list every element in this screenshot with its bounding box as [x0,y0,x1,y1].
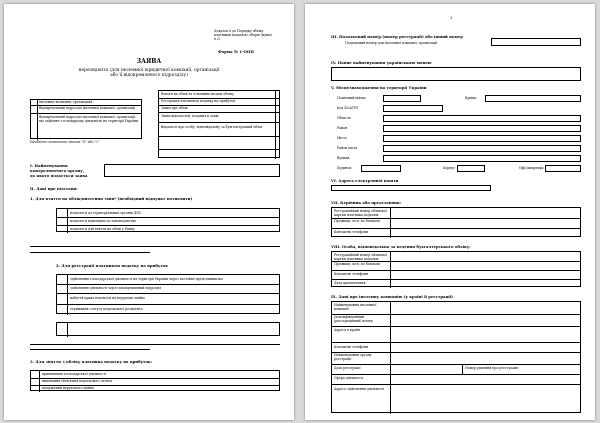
application-type-row: Взяття на облік за основним місцем обліку [161,92,234,96]
address-label: Код КОАТУУ [337,106,359,110]
address-label: Область [337,116,351,120]
entity-type-row: Відокремлений підрозділ іноземної компанії, організації, що здійснює господарську діяльність на території України [39,115,139,124]
registration-decision-label: Номер рішення про реєстрацію [465,366,519,370]
accountant-label: Реєстраційний номер облікової картки платника податків [334,253,387,261]
email-field[interactable] [331,185,491,191]
company-label: Адреса здійснення діяльності [334,387,385,391]
header-note: Додаток 6 до Порядку обліку платників податків і зборів (пункт 6.2) [214,29,272,42]
document-title: ЗАЯВА [136,58,162,65]
section-1-title: I. Найменування контролюючого органу, до якого подається заява [30,163,88,178]
entity-type-row: Іноземна компанія, організація [39,100,93,104]
profit-tax-row: отримання статусу податкового резидента [70,307,143,311]
city-district-field[interactable] [383,145,581,152]
entity-type-row: Відокремлений підрозділ іноземної компанії, організації [39,106,136,110]
address-label: Країна [465,96,477,100]
application-type-row: Реєстрація платником податку на прибуток [161,99,236,103]
deregistration-table [30,370,280,391]
profit-tax-table [56,274,280,314]
district-field[interactable] [383,125,581,132]
address-label: Поштовий індекс [337,96,367,100]
company-label: Найменування органу реєстрації [334,353,372,361]
section-9-title: IX. Дані про іноземну компанію (у країні її реєстрації) [331,294,453,299]
entity-type-table [30,99,142,139]
application-type-row: Відомості про особу, відповідальну за бухгалтерський облік [161,125,263,129]
region-field[interactable] [383,115,581,122]
profit-tax-row: здійснення господарської діяльності на території України через постійне представництво [70,277,223,281]
koatuu-field[interactable] [383,105,443,112]
director-table [331,207,581,237]
full-name-field[interactable] [331,67,581,81]
company-label: Дата реєстрації [334,366,361,370]
application-type-row: Заява про облік [161,106,188,110]
address-label: Корпус [443,166,456,170]
page-number: 2 [450,15,453,20]
section-2-1-title: 1. Для взяття на облік/внесення змін* (необхідний підпункт позначити) [30,196,193,201]
city-field[interactable] [383,135,581,142]
address-label: Район [337,126,348,130]
marking-hint: Необхідне позначити знаком "Х" або "√" [30,140,100,144]
application-type-table [158,90,280,158]
tax-authority-field[interactable] [104,164,280,177]
section-2-3-title: 3. Для зняття з обліку платника податку на прибуток: [30,359,153,364]
company-label: Ідентифікаційний (реєстраційний) номер [334,315,373,323]
application-type-row: Зміна відомостей, поданих в заяві [161,114,219,118]
form-page-1 [4,4,294,420]
section-2-title: II. Дані про підстави: [30,186,78,191]
address-label: Район міста [337,146,358,150]
country-field[interactable] [485,95,581,102]
section-4-title: IV. Повне найменування українською мовою [331,60,432,65]
basis-row: подається для взяття на облік у банку [70,227,135,231]
form-page-2 [305,4,595,420]
accountant-label: Контактні телефони [334,272,369,276]
basis-row: подається до територіальних органів ДПС [70,211,142,215]
director-label: Реєстраційний номер облікової картки платника податків [334,209,387,217]
office-field[interactable] [545,165,581,172]
section-6-title: VI. Адреса електронної пошти [331,178,399,183]
deregistration-row: припинення господарської діяльності [42,372,106,376]
address-label: Місто [337,136,347,140]
postal-code-field[interactable] [383,95,421,102]
company-label: Контактні телефони [334,345,369,349]
building-field[interactable] [361,165,401,172]
street-field[interactable] [383,155,581,162]
accountant-table [331,251,581,287]
basis-row: подається відповідно до законодавства [70,219,137,223]
deregistration-row: виконання обов'язків податкового агента [42,379,113,383]
profit-tax-row: набуття права власності на нерухоме майно [70,296,145,300]
block-field[interactable] [457,165,485,172]
address-label: Вулиця [337,156,350,160]
company-label: Сфера діяльності [334,376,364,380]
section-2-2-title: 2. Для реєстрації платником податку на прибуток [56,263,168,268]
director-label: Контактні телефони [334,230,369,234]
accountant-label: Прізвище, ім'я, по батькові [334,262,380,266]
address-label: Будинок [337,166,352,170]
company-label: Адреса в країні [334,328,360,332]
section-3-title: III. Податковий номер (номер реєстрації) або інший номер [331,34,463,39]
deregistration-row: відчуження нерухомого майна [42,386,95,390]
profit-tax-extra-table [56,322,280,336]
section-3-sub: Податковий номер для іноземної компанії, організації [345,41,438,45]
profit-tax-row: здійснення діяльності через відокремлений підрозділ [70,286,162,290]
company-label: Найменування іноземної компанії [334,303,377,311]
director-label: Прізвище, ім'я, по батькові [334,219,380,223]
foreign-company-table [331,301,581,413]
section-8-title: VIII. Особа, відповідальна за ведення бухгалтерського обліку: [331,244,471,249]
form-number: Форма № 1-ОПП [218,49,255,54]
address-label: Офіс/квартира [519,166,544,170]
section-7-title: VII. Керівник або представник: [331,200,402,205]
tax-number-field[interactable] [491,38,581,46]
section-5-title: V. Місцезнаходження на території України [331,85,427,90]
document-subtitle: нерезидента (для іноземної юридичної компанії, організації або її відокремленого підрозділу) [78,68,220,79]
accountant-label: Дата призначення [334,281,366,285]
registration-basis-table [56,208,280,232]
